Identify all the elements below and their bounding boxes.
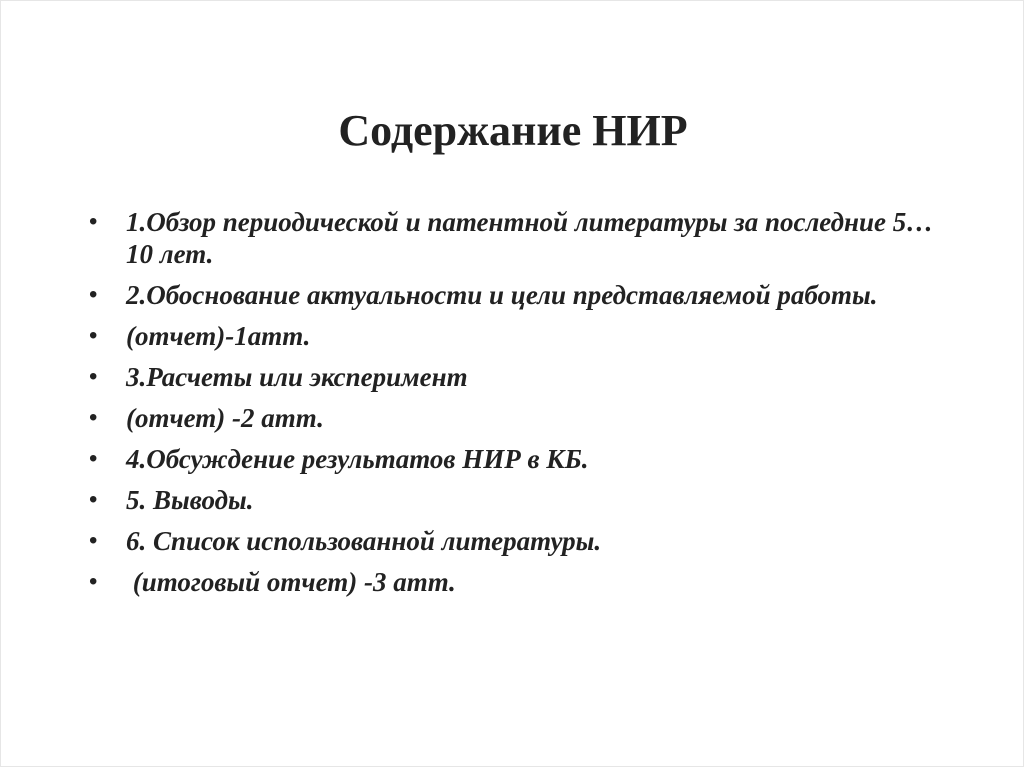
list-item [89,206,949,270]
list-item [89,525,949,557]
list-item [89,566,949,598]
list-item [89,320,949,352]
slide-title: Содержание НИР [338,106,688,155]
bullet-icon: • [89,208,98,235]
list-item [89,443,949,475]
bullet-icon: • [89,281,98,308]
list-item-text: 2.Обоснование актуальности и цели представляемой работы. [126,280,878,310]
list-item [89,402,949,434]
list-item-text: 6. Список использованной литературы. [126,526,602,556]
list-item-text: 4.Обсуждение результатов НИР в КБ. [126,444,589,474]
list-item [89,484,949,516]
list-item-text: 1.Обзор периодической и патентной литературы за последние 5…10 лет. [126,207,934,269]
list-item-text: 5. Выводы. [126,485,254,515]
list-item-text: (отчет) -2 атт. [126,403,324,433]
list-item-text: 3.Расчеты или эксперимент [126,362,468,392]
bullet-icon: • [89,486,98,513]
bullet-icon: • [89,568,98,595]
bullet-icon: • [89,322,98,349]
bullet-list [89,206,949,607]
list-item [89,361,949,393]
bullet-icon: • [89,404,98,431]
bullet-icon: • [89,527,98,554]
bullet-icon: • [89,363,98,390]
list-item [89,279,949,311]
list-item-text: (отчет)-1атт. [126,321,311,351]
list-item-text: (итоговый отчет) -3 атт. [126,567,456,597]
bullet-icon: • [89,445,98,472]
